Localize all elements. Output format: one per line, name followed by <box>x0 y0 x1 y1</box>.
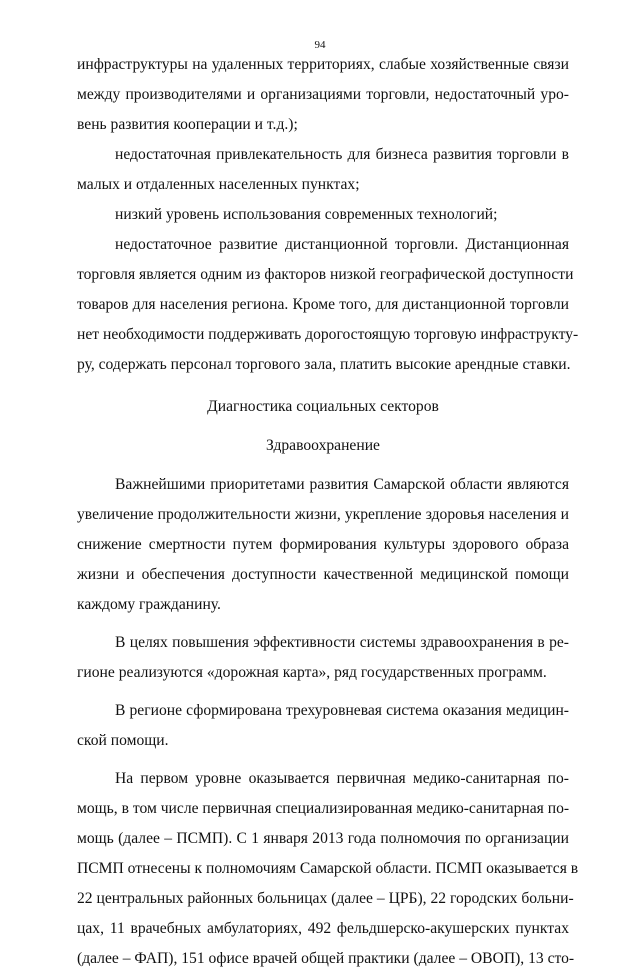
paragraph-attractiveness <box>77 140 569 200</box>
text-line: ру, содержать персонал торгового зала, платить высокие арендные ставки. <box>77 356 571 373</box>
text-line: Важнейшими приоритетами развития Самарской области являются <box>115 476 569 493</box>
text-line: недостаточное развитие дистанционной торговли. Дистанционная <box>115 236 569 253</box>
text-line: вень развития кооперации и т.д.); <box>77 116 298 133</box>
section-heading: Диагностика социальных секторов <box>207 398 439 415</box>
text-line: цах, 11 врачебных амбулаториях, 492 фельдшерско-акушерских пунктах <box>77 920 569 937</box>
text-line: недостаточная привлекательность для бизнеса развития торговли в <box>115 146 569 163</box>
spacer <box>77 422 569 431</box>
paragraph-priorities <box>77 470 569 620</box>
text-line: увеличение продолжительности жизни, укрепление здоровья населения и <box>77 506 569 523</box>
spacer <box>77 380 569 392</box>
paragraph-first-level <box>77 764 579 974</box>
paragraph-infrastructure <box>77 50 569 140</box>
text-line: ПСМП отнесены к полномочиям Самарской области. ПСМП оказывается в <box>77 860 579 877</box>
spacer <box>77 688 569 696</box>
text-line: жизни и обеспечения доступности качественной медицинской помощи <box>77 566 569 583</box>
text-line: (далее – ФАП), 151 офисе врачей общей практики (далее – ОВОП), 13 сто- <box>77 950 575 967</box>
page-number: 94 <box>314 39 326 51</box>
text-line: снижение смертности путем формирования культуры здорового образа <box>77 536 569 553</box>
spacer <box>77 461 569 470</box>
text-line: В регионе сформирована трехуровневая система оказания медицин- <box>115 702 569 719</box>
spacer <box>77 756 569 764</box>
spacer <box>77 620 569 628</box>
text-line: мощь (далее – ПСМП). С 1 января 2013 года полномочия по организации <box>77 830 569 847</box>
document-body <box>77 50 579 974</box>
text-line: малых и отдаленных населенных пунктах; <box>77 176 360 193</box>
text-line: 22 центральных районных больницах (далее – ЦРБ), 22 городских больни- <box>77 890 574 907</box>
text-line: между производителями и организациями торговли, недостаточный уро- <box>77 86 569 103</box>
text-line: низкий уровень использования современных технологий; <box>115 206 498 223</box>
text-line: В целях повышения эффективности системы здравоохранения в ре- <box>115 634 569 651</box>
text-line: На первом уровне оказывается первичная медико-санитарная по- <box>115 770 569 787</box>
subsection-heading: Здравоохранение <box>266 437 380 454</box>
paragraph-three-level-system <box>77 696 569 756</box>
text-line: товаров для населения региона. Кроме того, для дистанционной торговли <box>77 296 569 313</box>
text-line: гионе реализуются «дорожная карта», ряд государственных программ. <box>77 664 547 681</box>
text-line: торговля является одним из факторов низкой географической доступности <box>77 266 574 283</box>
text-line: нет необходимости поддерживать дорогостоящую торговую инфраструкту- <box>77 326 579 343</box>
text-line: каждому гражданину. <box>77 596 221 613</box>
text-line: инфраструктуры на удаленных территориях, слабые хозяйственные связи <box>77 56 569 73</box>
text-line: мощь, в том числе первичная специализированная медико-санитарная по- <box>77 800 570 817</box>
paragraph-technologies <box>77 200 569 230</box>
paragraph-remote-trade <box>77 230 579 380</box>
paragraph-efficiency <box>77 628 569 688</box>
text-line: ской помощи. <box>77 732 169 749</box>
